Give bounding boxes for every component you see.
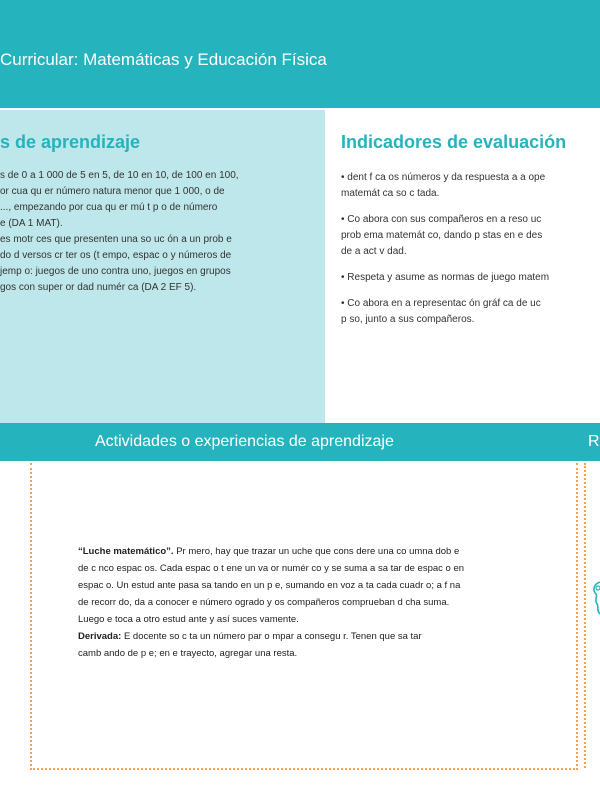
indicators-list (341, 170, 600, 338)
indicator-line: prob ema matemát co, dando p stas en e des (341, 230, 543, 241)
activity-line (78, 628, 558, 645)
activity-line-text: de recorr do, da a conocer e número ogrado y os compañeros comprueban d cha suma. (78, 597, 450, 608)
activity-line (78, 645, 558, 662)
learning-line: jemp o: juegos de uno contra uno, juegos en grupos (0, 266, 231, 277)
learning-line: e (DA 1 MAT). (0, 218, 63, 229)
indicator-line: matemát ca so c tada. (341, 188, 440, 199)
header-band (0, 0, 600, 108)
activity-line (78, 560, 558, 577)
activities-heading: Actividades o experiencias de aprendizaje (95, 433, 394, 450)
indicator-item (341, 170, 600, 202)
learning-line: es motr ces que presenten una so uc ón a un prob e (0, 234, 232, 245)
resources-heading-partial: R (588, 433, 600, 450)
learning-heading: s de aprendizaje (0, 132, 141, 152)
learning-line: ..., empezando por cua qu er mú t p o de número (0, 202, 218, 213)
activity-title: “Luche matemático”. (78, 546, 174, 557)
indicator-item (341, 212, 600, 260)
activity-line (78, 594, 558, 611)
derivada-label: Derivada: (78, 631, 122, 642)
indicator-line: de a act v dad. (341, 246, 407, 257)
learning-line: do d versos cr ter os (t empo, espac o y números de (0, 250, 232, 261)
activity-line-text: camb ando de p e; en e trayecto, agregar una resta. (78, 648, 298, 659)
learning-text (0, 168, 320, 296)
learning-line: or cua qu er número natura menor que 1 000, o de (0, 186, 225, 197)
activity-line-text: Luego e toca a otro estud ante y así suces vamente. (78, 614, 299, 625)
activity-line-text: Pr mero, hay que trazar un uche que cons dere una co umna dob e (173, 546, 460, 557)
indicators-heading: Indicadores de evaluación (341, 132, 567, 152)
activity-line-text: de c nco espac os. Cada espac o t ene un va or numér co y se suma a sa tar de espac o en (78, 563, 465, 574)
activity-line-text: E docente so c ta un número par o mpar a consegu r. Tenen que sa tar (121, 631, 422, 642)
indicator-line: • dent f ca os números y da respuesta a a ope (341, 172, 546, 183)
indicator-item (341, 270, 600, 286)
activity-description (78, 543, 558, 662)
activities-band (0, 423, 600, 461)
indicators-section (325, 110, 600, 423)
activity-line (78, 611, 558, 628)
activity-line (78, 577, 558, 594)
indicator-line: p so, junto a sus compañeros. (341, 314, 475, 325)
learning-line: s de 0 a 1 000 de 5 en 5, de 10 en 10, de 100 en 100, (0, 170, 239, 181)
indicator-item (341, 296, 600, 328)
figure-illustration-icon (588, 578, 600, 618)
learning-line: gos con super or dad numér ca (DA 2 EF 5). (0, 282, 197, 293)
indicator-line: • Co abora en a representac ón gráf ca de uc (341, 298, 541, 309)
activity-line (78, 543, 558, 560)
indicator-line: • Co abora con sus compañeros en a reso uc (341, 214, 542, 225)
page-title: Curricular: Matemáticas y Educación Física (0, 50, 327, 69)
indicator-line: • Respeta y asume as normas de juego matem (341, 272, 550, 283)
activity-line-text: espac o. Un estud ante pasa sa tando en un p e, sumando en voz a ta cada cuadr o; a f na (78, 580, 461, 591)
learning-section (0, 110, 325, 423)
